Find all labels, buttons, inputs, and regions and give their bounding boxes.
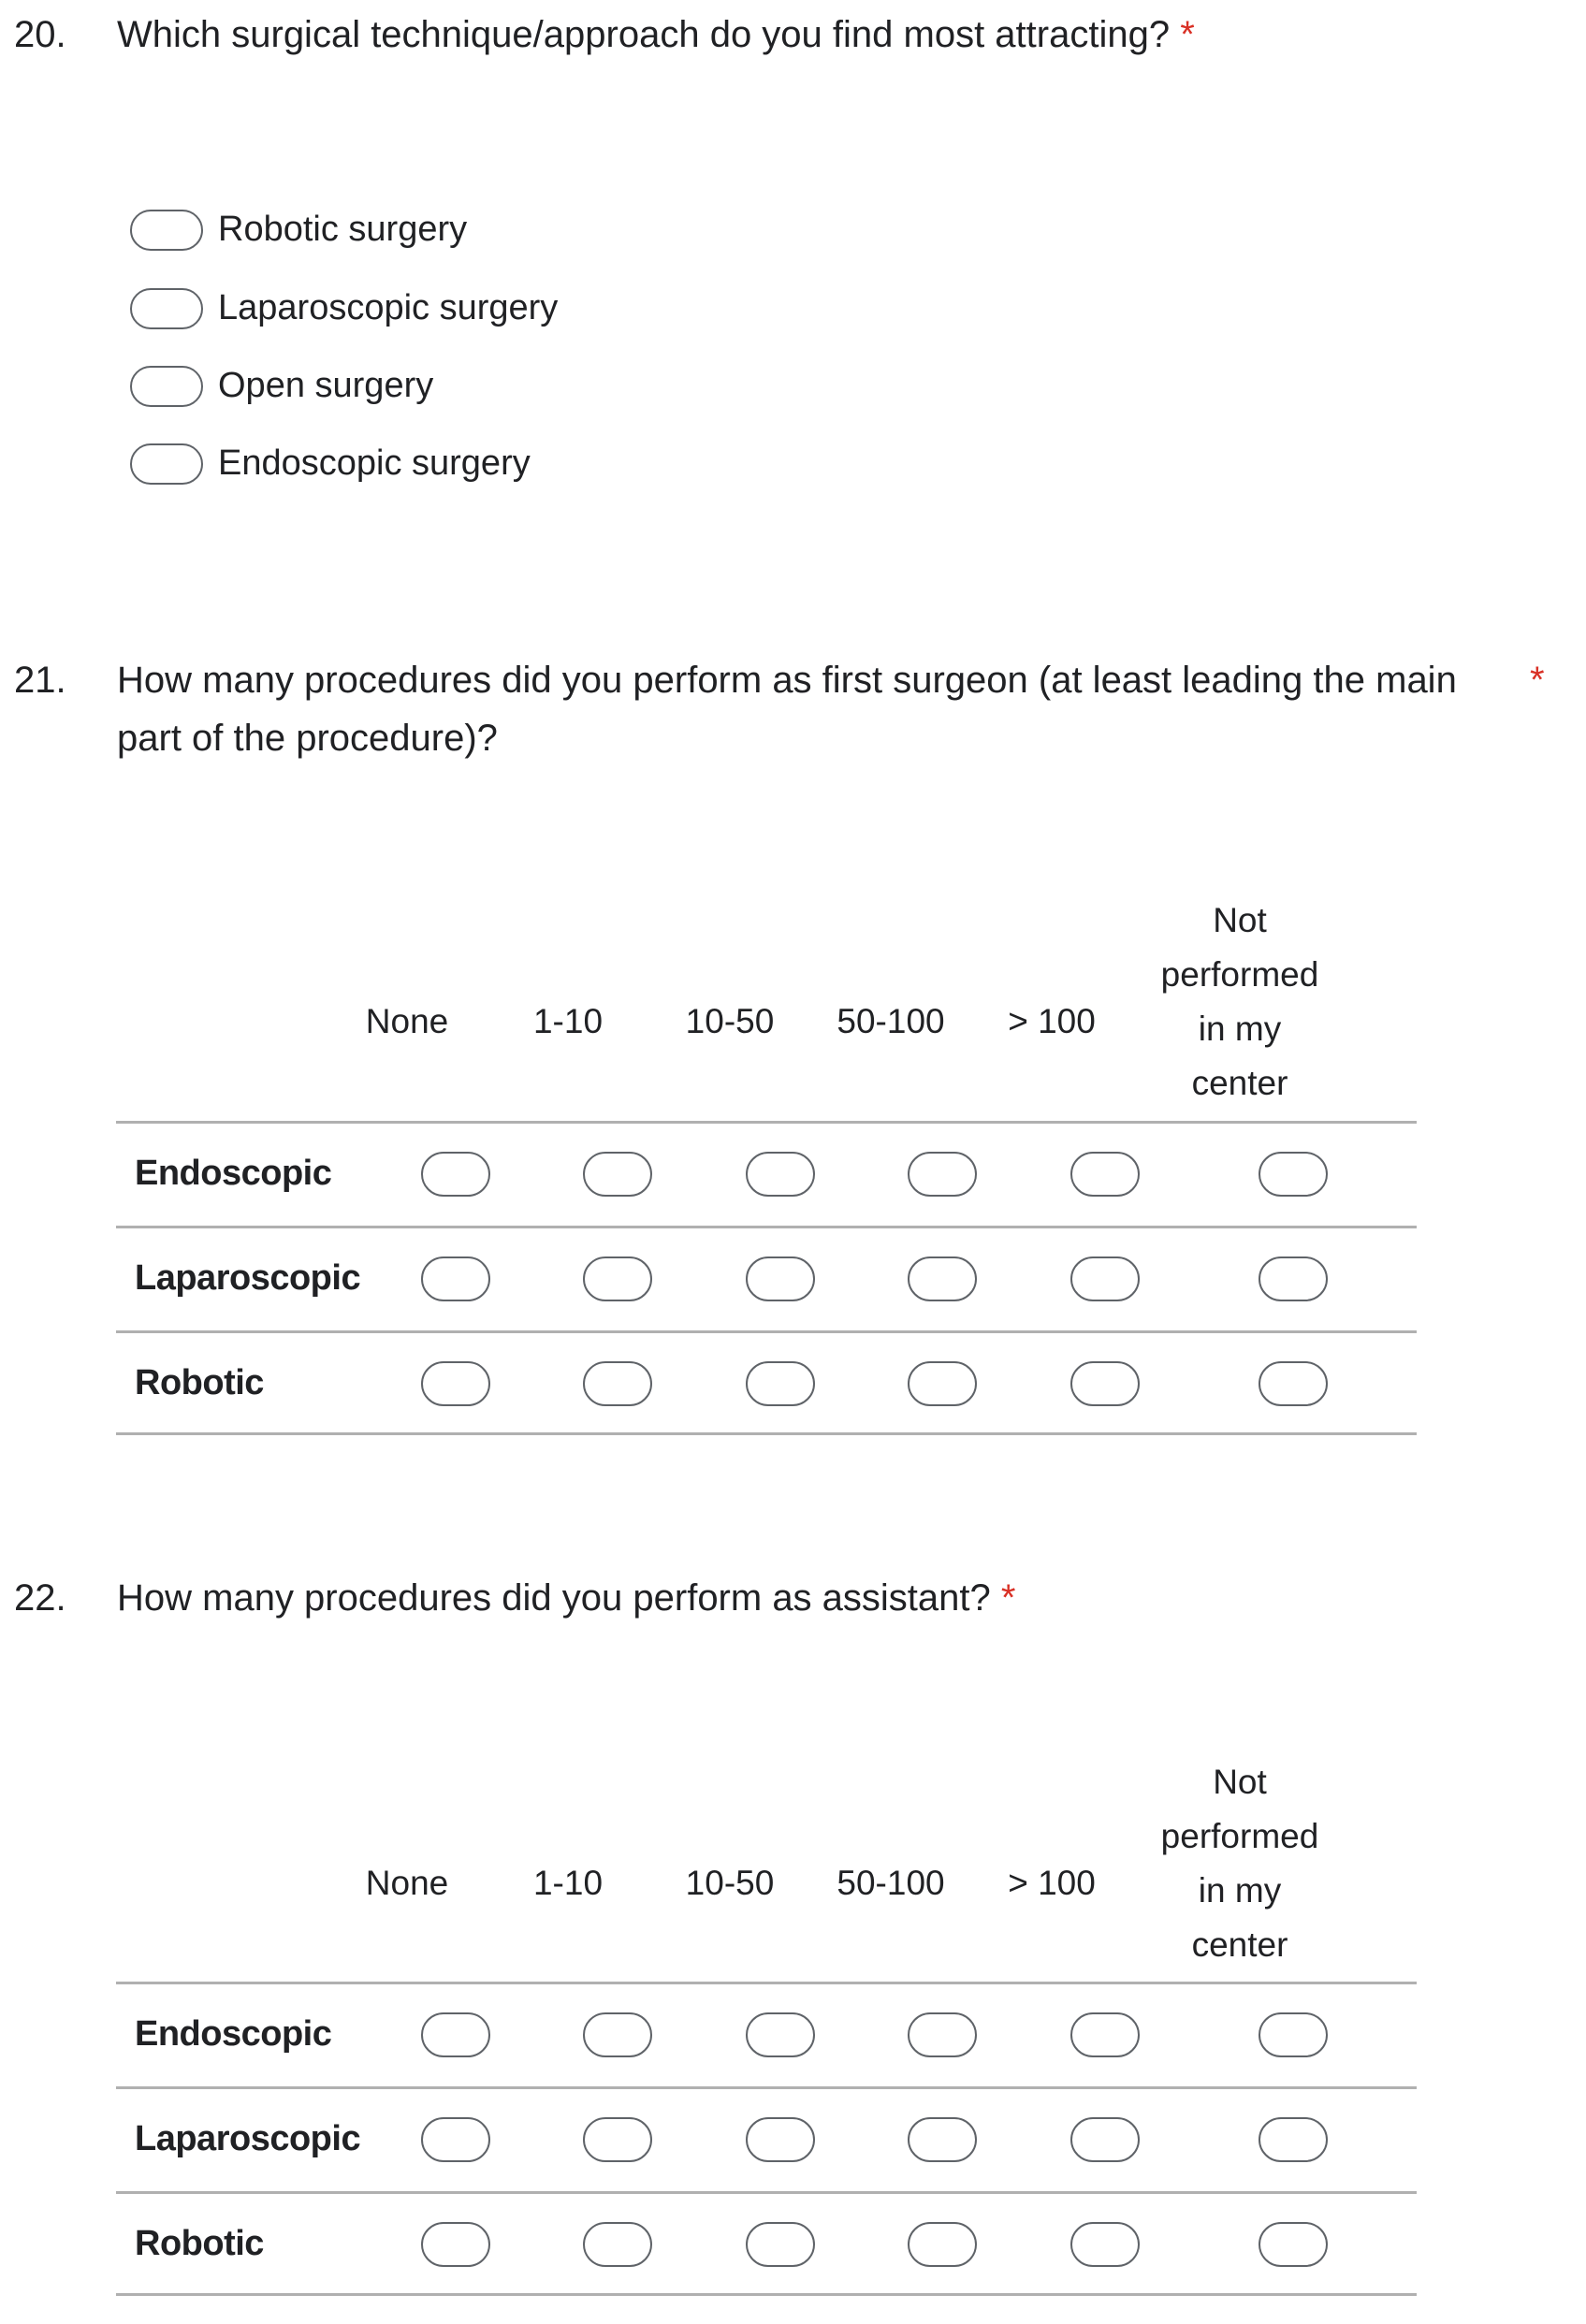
radio-endoscopic-10-50[interactable]	[746, 2012, 815, 2057]
question-20-header	[14, 6, 1567, 64]
required-asterisk: *	[1000, 1577, 1016, 1619]
radio-endoscopic-1-10[interactable]	[583, 1152, 652, 1197]
question-number: 21.	[14, 660, 66, 701]
radio-endoscopic-over-100[interactable]	[1070, 2012, 1140, 2057]
radio-robotic-over-100[interactable]	[1070, 2222, 1140, 2267]
question-text	[117, 1569, 1015, 1627]
radio-laparoscopic-over-100[interactable]	[1070, 1256, 1140, 1301]
question-number: 20.	[14, 14, 66, 55]
grid-row-endoscopic	[116, 1982, 1417, 2086]
question-label: How many procedures did you perform as assistant?	[117, 1577, 991, 1619]
option-label: Robotic surgery	[218, 210, 468, 249]
grid-q21	[116, 893, 1417, 1417]
grid-row-endoscopic	[116, 1121, 1417, 1226]
column-header-1-10: 1-10	[532, 1864, 604, 1902]
column-header-50-100: 50-100	[837, 1002, 945, 1040]
grid-row-laparoscopic	[116, 1226, 1417, 1330]
radio-robotic-over-100[interactable]	[1070, 1361, 1140, 1406]
radio-endoscopic-50-100[interactable]	[908, 2012, 977, 2057]
radio-endoscopic-1-10[interactable]	[583, 2012, 652, 2057]
row-divider	[116, 2293, 1417, 2296]
column-header-not-performed: Not performed in my center	[1160, 901, 1319, 1102]
grid-q22	[116, 1755, 1417, 2298]
radio-laparoscopic-50-100[interactable]	[908, 2117, 977, 2162]
radio-robotic-10-50[interactable]	[746, 1361, 815, 1406]
radio-laparoscopic-1-10[interactable]	[583, 1256, 652, 1301]
column-header-10-50: 10-50	[685, 1002, 775, 1040]
radio-laparoscopic-10-50[interactable]	[746, 1256, 815, 1301]
column-header-over-100: > 100	[1008, 1864, 1096, 1902]
row-divider	[116, 2191, 1417, 2194]
question-22-header	[14, 1569, 1567, 1627]
radio-endoscopic-50-100[interactable]	[908, 1152, 977, 1197]
radio-endoscopic-over-100[interactable]	[1070, 1152, 1140, 1197]
required-asterisk: *	[1180, 14, 1195, 55]
radio-robotic-not-performed[interactable]	[1259, 2222, 1328, 2267]
radio-endoscopic-not-performed[interactable]	[1259, 1152, 1328, 1197]
row-divider	[116, 1432, 1417, 1435]
radio-laparoscopic-over-100[interactable]	[1070, 2117, 1140, 2162]
question-21-header	[14, 651, 1511, 767]
option-label: Open surgery	[218, 366, 434, 405]
column-header-none: None	[365, 1864, 449, 1902]
question-text	[117, 6, 1195, 64]
radio-robotic-1-10[interactable]	[583, 2222, 652, 2267]
option-label: Endoscopic surgery	[218, 443, 531, 483]
radio-button[interactable]	[130, 366, 203, 407]
radio-endoscopic-none[interactable]	[421, 2012, 490, 2057]
row-divider	[116, 1330, 1417, 1333]
question-label: Which surgical technique/approach do you find most attracting?	[117, 14, 1171, 55]
column-header-50-100: 50-100	[837, 1864, 945, 1902]
radio-laparoscopic-10-50[interactable]	[746, 2117, 815, 2162]
column-header-not-performed: Not performed in my center	[1160, 1763, 1319, 1964]
radio-endoscopic-10-50[interactable]	[746, 1152, 815, 1197]
row-label: Robotic	[135, 2224, 264, 2263]
radio-robotic-50-100[interactable]	[908, 2222, 977, 2267]
option-label: Laparoscopic surgery	[218, 288, 559, 327]
radio-laparoscopic-50-100[interactable]	[908, 1256, 977, 1301]
question-text	[117, 651, 1457, 767]
grid-row-robotic	[116, 2191, 1417, 2296]
radio-robotic-1-10[interactable]	[583, 1361, 652, 1406]
radio-robotic-none[interactable]	[421, 1361, 490, 1406]
radio-laparoscopic-not-performed[interactable]	[1259, 1256, 1328, 1301]
column-header-1-10: 1-10	[532, 1002, 604, 1040]
column-header-over-100: > 100	[1008, 1002, 1096, 1040]
grid-row-laparoscopic	[116, 2086, 1417, 2191]
radio-endoscopic-not-performed[interactable]	[1259, 2012, 1328, 2057]
radio-laparoscopic-1-10[interactable]	[583, 2117, 652, 2162]
radio-laparoscopic-none[interactable]	[421, 2117, 490, 2162]
radio-button[interactable]	[130, 288, 203, 329]
grid-row-robotic	[116, 1330, 1417, 1435]
required-asterisk: *	[1530, 660, 1545, 701]
row-label: Laparoscopic	[135, 2119, 361, 2158]
radio-laparoscopic-not-performed[interactable]	[1259, 2117, 1328, 2162]
row-label: Robotic	[135, 1363, 264, 1402]
question-label-line-2: part of the procedure)?	[117, 718, 498, 759]
question-number: 22.	[14, 1577, 66, 1619]
radio-button[interactable]	[130, 443, 203, 485]
row-label: Endoscopic	[135, 1154, 332, 1193]
radio-robotic-not-performed[interactable]	[1259, 1361, 1328, 1406]
row-label: Laparoscopic	[135, 1258, 361, 1298]
radio-laparoscopic-none[interactable]	[421, 1256, 490, 1301]
radio-robotic-50-100[interactable]	[908, 1361, 977, 1406]
question-label-line-1: How many procedures did you perform as first surgeon (at least leading the main	[117, 660, 1457, 701]
radio-robotic-10-50[interactable]	[746, 2222, 815, 2267]
column-header-10-50: 10-50	[685, 1864, 775, 1902]
radio-robotic-none[interactable]	[421, 2222, 490, 2267]
row-label: Endoscopic	[135, 2014, 332, 2054]
column-header-none: None	[365, 1002, 449, 1040]
radio-button[interactable]	[130, 210, 203, 251]
radio-endoscopic-none[interactable]	[421, 1152, 490, 1197]
